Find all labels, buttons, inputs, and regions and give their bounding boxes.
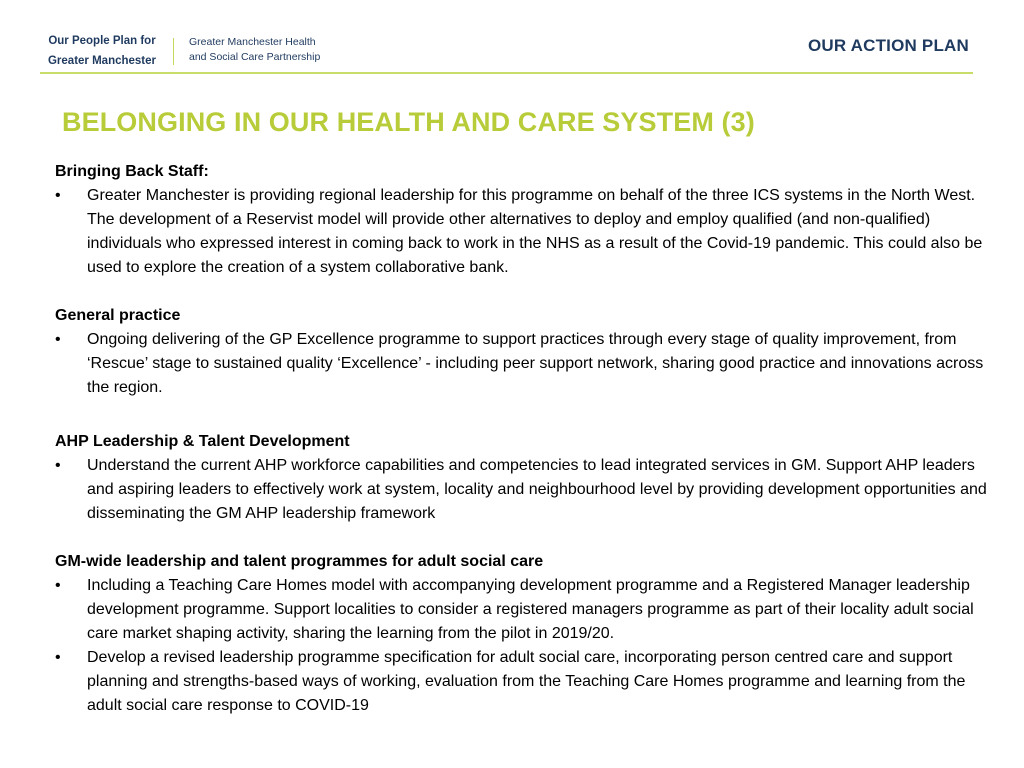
people-plan-logo bbox=[40, 31, 164, 71]
section-heading: AHP Leadership & Talent Development bbox=[55, 433, 350, 450]
bullet-text: Including a Teaching Care Homes model with accompanying development programme and a Registered Manager leadership development programme. Support localities to consider a registered managers programme as part of their locality adult social care market shaping activity, sharing the learning from the pilot in 2019/20. bbox=[87, 577, 974, 642]
partnership-line-2: and Social Care Partnership bbox=[189, 51, 321, 63]
list-item bbox=[55, 328, 1000, 400]
spacer bbox=[55, 400, 1000, 430]
section-heading: General practice bbox=[55, 307, 181, 324]
bullet-icon: • bbox=[55, 331, 61, 348]
bullet-text: Greater Manchester is providing regional leadership for this programme on behalf of the three ICS systems in the North West. The development of a Reservist model will provide other alternatives to deploy and employ qualified (and non-qualified) individuals who expressed interest in coming back to work in the NHS as a result of the Covid-19 pandemic. This could also be used to explore the creation of a system collaborative bank. bbox=[87, 187, 983, 276]
bullet-icon: • bbox=[55, 577, 61, 594]
bullet-list bbox=[55, 184, 1000, 280]
section-bringing-back-staff bbox=[55, 160, 1000, 280]
logo-line-2: Greater Manchester bbox=[47, 55, 157, 67]
section-adult-social-care bbox=[55, 550, 1000, 718]
slide-content bbox=[55, 160, 1000, 718]
bullet-text: Develop a revised leadership programme specification for adult social care, incorporating person centred care and support planning and strengths-based ways of working, evaluation from the Teaching Care Homes programme and learning from the adult social care response to COVID-19 bbox=[87, 649, 966, 714]
bullet-list bbox=[55, 454, 1000, 526]
bullet-text: Ongoing delivering of the GP Excellence programme to support practices through every stage of quality improvement, from ‘Rescue’ stage to sustained quality ‘Excellence’ - including peer support network, sharing good practice and innovations across the region. bbox=[87, 331, 984, 396]
partnership-logo bbox=[189, 35, 320, 65]
section-general-practice bbox=[55, 304, 1000, 400]
page-title: BELONGING IN OUR HEALTH AND CARE SYSTEM (3) bbox=[62, 107, 755, 137]
section-heading: GM-wide leadership and talent programmes for adult social care bbox=[55, 553, 544, 570]
list-item bbox=[55, 454, 1000, 526]
bullet-list bbox=[55, 574, 1000, 718]
bullet-icon: • bbox=[55, 649, 61, 666]
logo-divider bbox=[173, 38, 174, 65]
logo-line-1: Our People Plan for bbox=[48, 35, 156, 47]
bullet-icon: • bbox=[55, 187, 61, 204]
section-heading: Bringing Back Staff: bbox=[55, 163, 209, 180]
spacer bbox=[55, 526, 1000, 550]
slide-header bbox=[0, 0, 1024, 74]
spacer bbox=[55, 280, 1000, 304]
partnership-line-1: Greater Manchester Health bbox=[189, 36, 316, 48]
list-item bbox=[55, 184, 1000, 280]
section-ahp-leadership bbox=[55, 430, 1000, 526]
list-item bbox=[55, 646, 1000, 718]
bullet-list bbox=[55, 328, 1000, 400]
bullet-icon: • bbox=[55, 457, 61, 474]
action-plan-label: OUR ACTION PLAN bbox=[807, 36, 969, 55]
header-divider bbox=[40, 72, 973, 74]
list-item bbox=[55, 574, 1000, 646]
bullet-text: Understand the current AHP workforce capabilities and competencies to lead integrated services in GM. Support AHP leaders and aspiring leaders to effectively work at system, locality and neighbourhood level by providing development opportunities and disseminating the GM AHP leadership framework bbox=[87, 457, 987, 522]
